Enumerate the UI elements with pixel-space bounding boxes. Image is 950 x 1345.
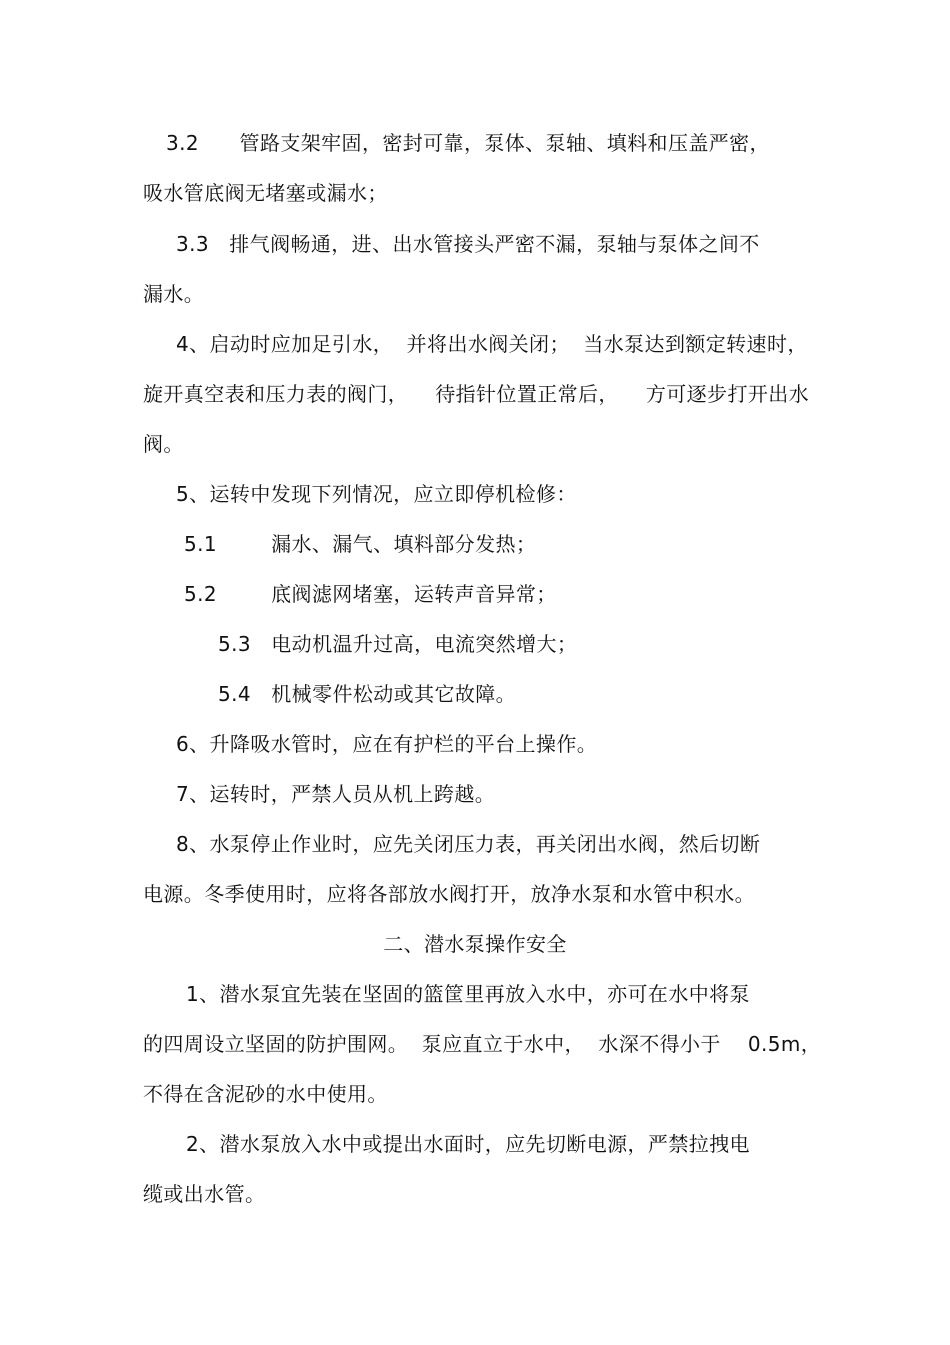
text-line-5-4: 5.4 机械零件松动或其它故障。	[218, 682, 517, 706]
text-line-3-2-b: 吸水管底阀无堵塞或漏水；	[143, 181, 388, 205]
text-line-submersible-2-b: 缆或出水管。	[143, 1182, 266, 1206]
text-line-submersible-1-b: 的四周设立坚固的防护围网。 泵应直立于水中， 水深不得小于 0.5m，	[143, 1032, 822, 1056]
text-line-5: 5、运转中发现下列情况，应立即停机检修：	[176, 482, 577, 506]
section-heading: 二、潜水泵操作安全	[383, 932, 567, 956]
text-line-4-b: 旋开真空表和压力表的阀门， 待指针位置正常后， 方可逐步打开出水	[143, 382, 810, 406]
text-line-5-3: 5.3 电动机温升过高，电流突然增大；	[218, 632, 578, 656]
text-line-7: 7、运转时，严禁人员从机上跨越。	[176, 782, 496, 806]
text-line-5-2: 5.2 底阀滤网堵塞，运转声音异常；	[184, 582, 557, 606]
text-line-6: 6、升降吸水管时，应在有护栏的平台上操作。	[176, 732, 598, 756]
text-line-3-3-a: 3.3 排气阀畅通，进、出水管接头严密不漏，泵轴与泵体之间不	[176, 232, 760, 256]
text-line-submersible-2-a: 2、潜水泵放入水中或提出水面时，应先切断电源，严禁拉拽电	[186, 1132, 750, 1156]
text-line-4-c: 阀。	[143, 432, 184, 456]
text-line-8-a: 8、水泵停止作业时，应先关闭压力表，再关闭出水阀，然后切断	[176, 832, 761, 856]
text-line-5-1: 5.1 漏水、漏气、填料部分发热；	[184, 532, 537, 556]
text-line-submersible-1-a: 1、潜水泵宜先装在坚固的篮筐里再放入水中，亦可在水中将泵	[186, 982, 750, 1006]
text-line-submersible-1-c: 不得在含泥砂的水中使用。	[143, 1082, 388, 1106]
text-line-3-3-b: 漏水。	[143, 282, 205, 306]
text-line-4-a: 4、启动时应加足引水， 并将出水阀关闭； 当水泵达到额定转速时，	[176, 332, 808, 356]
text-line-8-b: 电源。冬季使用时，应将各部放水阀打开，放净水泵和水管中积水。	[143, 882, 755, 906]
text-line-3-2-a: 3.2 管路支架牢固，密封可靠，泵体、泵轴、填料和压盖严密，	[166, 131, 770, 155]
